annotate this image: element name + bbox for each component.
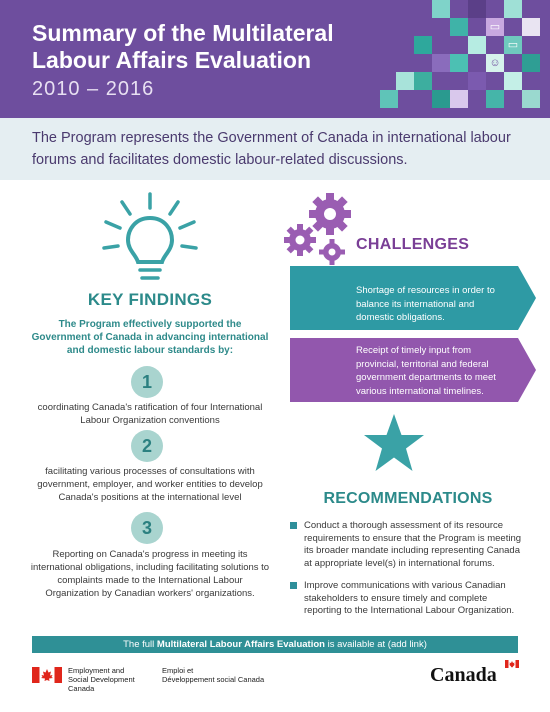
department-fr-line-1: Emploi et [162,666,194,675]
recommendation-text-1: Conduct a thorough assessment of its resource requirements to ensure that the Program is meeting its broader mandate including representing Canada at appropriate level(s) in international forums. [304,520,522,569]
mosaic-tile [486,90,504,108]
page-title: Summary of the Multilateral Labour Affairs Evaluation [32,20,334,73]
mosaic-tile [414,36,432,54]
footer-link-bar[interactable] [32,636,518,653]
mosaic-tile [450,54,468,72]
mosaic-tile [486,54,504,72]
mosaic-tile [414,72,432,90]
finding-number-1: 1 [131,366,163,398]
mosaic-tile [504,72,522,90]
mosaic-tile [450,18,468,36]
department-fr-line-2: Développement social Canada [162,675,265,684]
footer-suffix[interactable]: is available at (add link) [324,639,427,650]
recommendation-text-2: Improve communications with various Canadian stakeholders to ensure timely and complete reporting to the International Labour Organization. [304,580,515,616]
wordmark-flag-icon [505,660,519,668]
lightbulb-icon [100,192,200,288]
people-icon: ☺ [489,57,501,69]
mosaic-tile [432,90,450,108]
mosaic-tile [380,90,398,108]
canada-wordmark: Canada [430,664,497,686]
mosaic-tile [522,18,540,36]
challenge-text-1: Shortage of resources in order to balance its international and domestic obligations. [356,285,495,323]
mosaic-tile [432,0,450,18]
recommendation-item-2 [290,580,522,618]
mosaic-tile [450,90,468,108]
mosaic-tile [486,18,504,36]
chat-icon: ▭ [489,21,501,33]
department-name-french [162,666,272,684]
mosaic-tile [468,36,486,54]
challenge-box-2 [290,338,518,402]
finding-number-3: 3 [131,512,163,544]
footer-prefix: The full [123,639,157,650]
challenge-text-2: Receipt of timely input from provincial, territorial and federal government departments to meet various international timelines. [356,345,496,397]
bullet-square-icon [290,522,297,529]
mosaic-tile [504,36,522,54]
mosaic-tile [396,72,414,90]
gears-icon [280,188,364,272]
department-en-line-1: Employment and [68,666,125,675]
mosaic-tile [432,54,450,72]
star-icon [362,412,426,474]
recommendation-item-1 [290,520,522,570]
monitor-icon: ▭ [507,39,519,51]
mosaic-tile [522,54,540,72]
mosaic-tile [468,0,486,18]
intro-text: The Program represents the Government of Canada in international labour forums and facilitates domestic labour-related discussions. [32,130,511,168]
bullet-square-icon [290,582,297,589]
canada-flag-icon [32,667,62,683]
key-findings-intro: The Program effectively supported the Government of Canada in advancing international and domestic labour standards by: [31,319,269,356]
finding-text-1: coordinating Canada's ratification of four International Labour Organization conventions [37,402,263,426]
finding-text-2: facilitating various processes of consultations with government, employer, and worker entities to develop Canada's positions at the international level [37,466,263,503]
department-en-line-2: Social Development Canada [68,675,135,693]
finding-number-2: 2 [131,430,163,462]
department-name-english [68,666,158,693]
decorative-mosaic [380,0,550,118]
mosaic-tile [504,0,522,18]
header-banner [0,0,550,118]
years-subtitle: 2010 – 2016 [32,78,155,100]
finding-text-3: Reporting on Canada's progress in meeting its international obligations, including facilitating solutions to complaints made to the International Labour Organization by Canadian workers' organizations. [30,549,270,599]
mosaic-tile [468,72,486,90]
key-findings-heading: KEY FINDINGS [87,290,213,309]
intro-band [0,118,550,180]
mosaic-tile [522,90,540,108]
footer-bold-title: Multilateral Labour Affairs Evaluation [156,639,325,650]
challenge-box-1 [290,266,518,330]
challenges-heading: CHALLENGES [356,236,470,253]
recommendations-heading: RECOMMENDATIONS [323,490,493,507]
